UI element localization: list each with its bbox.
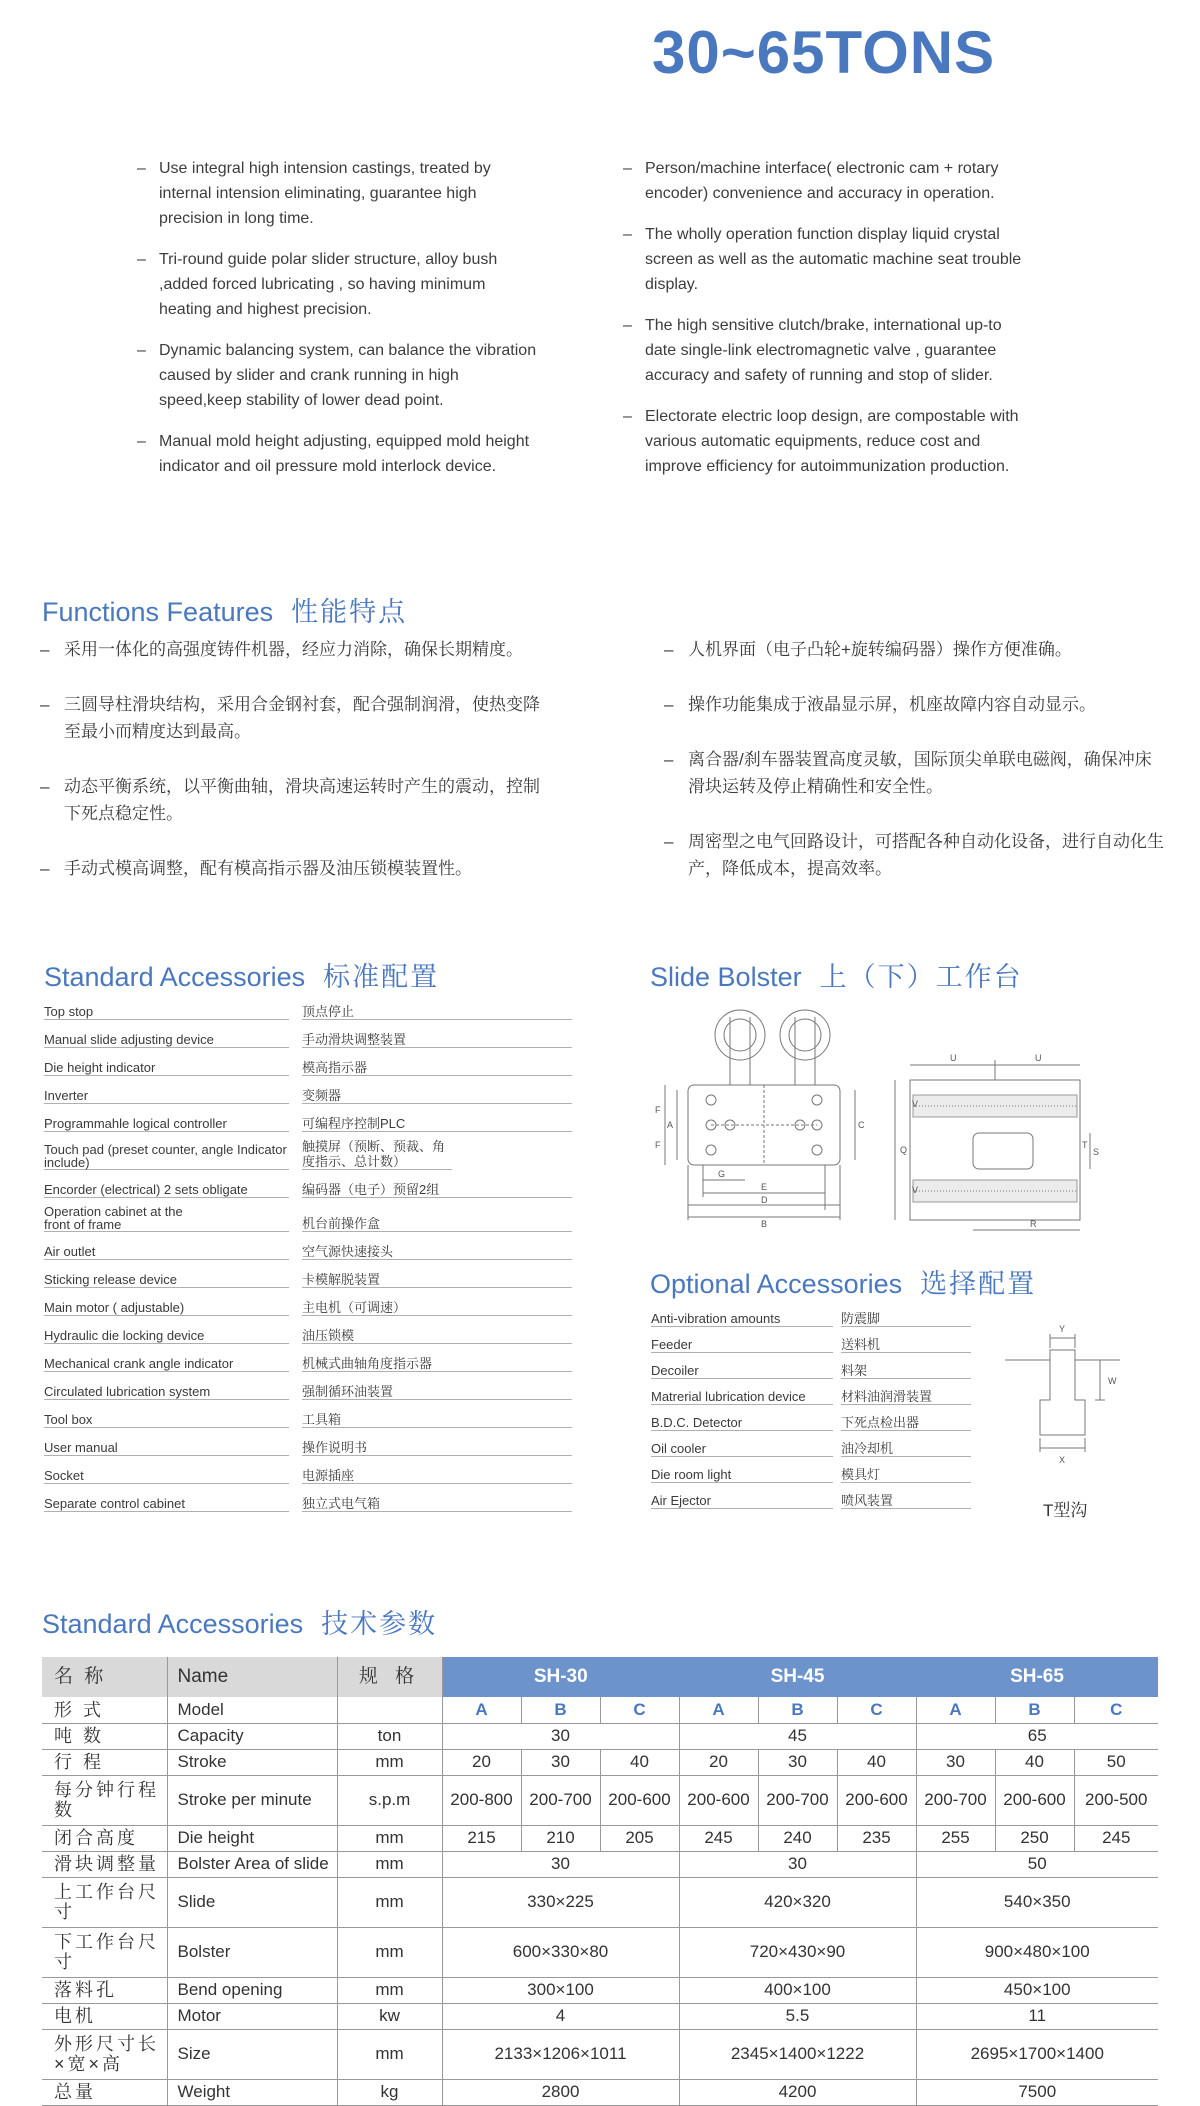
dim-label: V — [912, 1099, 919, 1109]
accessory-row — [651, 1461, 971, 1485]
accessory-row — [44, 998, 574, 1022]
header-en: Name — [167, 1657, 337, 1697]
cell: 4200 — [679, 2079, 916, 2105]
row-cn: 滑块调整量 — [42, 1851, 167, 1877]
accessory-en: Hydraulic die locking device — [44, 1329, 289, 1344]
cell: 255 — [916, 1825, 995, 1851]
cell: 200-500 — [1074, 1775, 1158, 1825]
cell: 600×330×80 — [442, 1927, 679, 1977]
cell: 40 — [600, 1749, 679, 1775]
row-unit: mm — [337, 1927, 442, 1977]
functions-title — [42, 590, 407, 629]
function-item: – 采用一体化的高强度铸件机器，经应力消除，确保长期精度。 — [40, 636, 545, 663]
t-slot-caption: T型沟 — [1043, 1501, 1088, 1520]
table-row — [42, 1877, 1158, 1927]
accessory-cn: 编码器（电子）预留2组 — [302, 1183, 572, 1198]
cell: 30 — [758, 1749, 837, 1775]
header-model: SH-30 — [442, 1657, 679, 1697]
row-en: Slide — [167, 1877, 337, 1927]
accessory-row — [44, 1350, 574, 1374]
accessory-en: Manual slide adjusting device — [44, 1033, 289, 1048]
accessory-en: Socket — [44, 1469, 289, 1484]
accessory-en: Matrerial lubrication device — [651, 1390, 833, 1405]
accessory-cn: 下死点检出器 — [841, 1416, 971, 1431]
accessory-cn: 材料油润滑装置 — [841, 1390, 971, 1405]
accessory-cn: 操作说明书 — [302, 1441, 572, 1456]
accessory-cn: 变频器 — [302, 1089, 572, 1104]
ram-circle-left — [715, 1010, 765, 1060]
row-en: Model — [167, 1697, 337, 1723]
row-cn: 下工作台尺寸 — [42, 1927, 167, 1977]
feature-item: – Manual mold height adjusting, equipped mold height indicator and oil pressure mold interlock device. — [137, 429, 537, 479]
accessory-en: Die room light — [651, 1468, 833, 1483]
dim-label: U — [1035, 1053, 1042, 1063]
function-item: – 手动式模高调整，配有模高指示器及油压锁模装置性。 — [40, 855, 545, 882]
accessory-row — [651, 1383, 971, 1407]
accessory-cn: 工具箱 — [302, 1413, 572, 1428]
cell: 200-700 — [521, 1775, 600, 1825]
slide-bolster-title-en: Slide Bolster — [650, 962, 802, 992]
accessory-cn: 机台前操作盒 — [302, 1217, 572, 1232]
accessory-cn: 防震脚 — [841, 1312, 971, 1327]
accessory-en: Circulated lubrication system — [44, 1385, 289, 1400]
dim-label: C — [858, 1120, 865, 1130]
row-cn: 每分钟行程数 — [42, 1775, 167, 1825]
cell: 20 — [679, 1749, 758, 1775]
dim-label: V — [912, 1185, 919, 1195]
row-en: Bend opening — [167, 1977, 337, 2003]
cell: 330×225 — [442, 1877, 679, 1927]
t-slot-profile — [1040, 1360, 1085, 1435]
accessory-row — [44, 1266, 574, 1290]
cell: 210 — [521, 1825, 600, 1851]
cell: 2695×1700×1400 — [916, 2029, 1158, 2079]
feature-item: – Dynamic balancing system, can balance the vibration caused by slider and crank running in high speed,keep stability of lower dead point. — [137, 338, 537, 413]
cell: 40 — [837, 1749, 916, 1775]
cell: 11 — [916, 2003, 1158, 2029]
t-slot-top — [1005, 1350, 1120, 1360]
dim-label: Q — [900, 1145, 908, 1155]
feature-item: – Person/machine interface( electronic cam + rotary encoder) convenience and accuracy in operation. — [623, 156, 1033, 206]
accessory-row — [44, 1202, 574, 1234]
accessory-en: Decoiler — [651, 1364, 833, 1379]
header-model: SH-45 — [679, 1657, 916, 1697]
accessory-en: Programmahle logical controller — [44, 1117, 289, 1132]
row-cn: 外形尺寸长×宽×高 — [42, 2029, 167, 2079]
cell: C — [1074, 1697, 1158, 1723]
cell: 215 — [442, 1825, 521, 1851]
cell: 30 — [442, 1851, 679, 1877]
accessory-row — [44, 1136, 574, 1172]
dim-label: F — [655, 1140, 661, 1150]
header-unit: 规 格 — [337, 1657, 442, 1697]
row-unit: mm — [337, 1825, 442, 1851]
accessory-en: Die height indicator — [44, 1061, 289, 1076]
cell: 200-600 — [679, 1775, 758, 1825]
accessory-row — [651, 1305, 971, 1329]
header-model: SH-65 — [916, 1657, 1158, 1697]
accessory-cn: 送料机 — [841, 1338, 971, 1353]
cell: B — [521, 1697, 600, 1723]
accessory-cn: 卡模解脱装置 — [302, 1273, 572, 1288]
row-cn: 形 式 — [42, 1697, 167, 1723]
cell: A — [679, 1697, 758, 1723]
cell: 30 — [679, 1851, 916, 1877]
accessory-en: Air outlet — [44, 1245, 289, 1260]
accessory-row — [44, 1082, 574, 1106]
row-cn: 上工作台尺寸 — [42, 1877, 167, 1927]
bend-opening — [973, 1133, 1033, 1169]
accessory-en: Separate control cabinet — [44, 1497, 289, 1512]
standard-accessories-title-cn: 标准配置 — [323, 962, 440, 992]
accessory-cn: 主电机（可调速） — [302, 1301, 572, 1316]
accessory-row — [44, 1378, 574, 1402]
feature-item: – Use integral high intension castings, treated by internal intension eliminating, guarantee high precision in long time. — [137, 156, 537, 231]
cell: 200-700 — [916, 1775, 995, 1825]
accessory-row — [44, 1490, 574, 1514]
row-unit: s.p.m — [337, 1775, 442, 1825]
cell: 720×430×90 — [679, 1927, 916, 1977]
specs-title-en: Standard Accessories — [42, 1609, 304, 1639]
accessory-en: Oil cooler — [651, 1442, 833, 1457]
cell: 450×100 — [916, 1977, 1158, 2003]
accessory-row — [44, 1176, 574, 1200]
accessory-row — [44, 1238, 574, 1262]
row-unit — [337, 1697, 442, 1723]
cell: 540×350 — [916, 1877, 1158, 1927]
row-en: Motor — [167, 2003, 337, 2029]
cell: A — [916, 1697, 995, 1723]
accessory-en: Sticking release device — [44, 1273, 289, 1288]
accessory-row — [44, 1110, 574, 1134]
dim-label: X — [1059, 1455, 1066, 1465]
table-row — [42, 1977, 1158, 2003]
accessory-row — [651, 1409, 971, 1433]
cell: 200-800 — [442, 1775, 521, 1825]
optional-accessories-title — [650, 1262, 1036, 1301]
accessory-en: Touch pad (preset counter, angle Indicator include) — [44, 1143, 289, 1170]
cell: 400×100 — [679, 1977, 916, 2003]
cell: C — [837, 1697, 916, 1723]
accessory-row — [44, 1026, 574, 1050]
accessory-row — [44, 1462, 574, 1486]
row-en: Stroke — [167, 1749, 337, 1775]
row-cn: 总量 — [42, 2079, 167, 2105]
accessory-en: Feeder — [651, 1338, 833, 1353]
cell: 4 — [442, 2003, 679, 2029]
cell: 65 — [916, 1723, 1158, 1749]
dim-label: A — [667, 1120, 674, 1130]
table-row — [42, 1927, 1158, 1977]
specs-table — [42, 1657, 1158, 2106]
accessory-cn: 油冷却机 — [841, 1442, 971, 1457]
row-en: Bolster — [167, 1927, 337, 1977]
accessory-en: Encorder (electrical) 2 sets obligate — [44, 1183, 289, 1198]
accessory-en: B.D.C. Detector — [651, 1416, 833, 1431]
table-row — [42, 1723, 1158, 1749]
cell: 235 — [837, 1825, 916, 1851]
standard-accessories-list — [44, 998, 574, 1518]
dim-label: F — [655, 1105, 661, 1115]
row-en: Weight — [167, 2079, 337, 2105]
standard-accessories-title-en: Standard Accessories — [44, 962, 306, 992]
feature-item: – Electorate electric loop design, are compostable with various automatic equipments, reduce cost and improve efficiency for autoimmunization production. — [623, 404, 1033, 479]
function-item: – 周密型之电气回路设计，可搭配各种自动化设备，进行自动化生产，降低成本，提高效率。 — [664, 828, 1164, 882]
header-cn: 名 称 — [42, 1657, 167, 1697]
row-cn: 电机 — [42, 2003, 167, 2029]
dim-label: G — [718, 1169, 726, 1179]
cell: 30 — [916, 1749, 995, 1775]
accessory-row — [44, 1322, 574, 1346]
accessory-cn: 强制循环油装置 — [302, 1385, 572, 1400]
accessory-cn: 料架 — [841, 1364, 971, 1379]
accessory-en: Air Ejector — [651, 1494, 833, 1509]
function-item: – 离合器/刹车器装置高度灵敏，国际顶尖单联电磁阀，确保冲床滑块运转及停止精确性和安全性。 — [664, 746, 1164, 800]
cell: 2800 — [442, 2079, 679, 2105]
cell: B — [758, 1697, 837, 1723]
function-item: – 动态平衡系统，以平衡曲轴，滑块高速运转时产生的震动，控制下死点稳定性。 — [40, 773, 545, 827]
features-en-right — [623, 156, 1033, 495]
cell: 300×100 — [442, 1977, 679, 2003]
cell: 7500 — [916, 2079, 1158, 2105]
table-header-row — [42, 1657, 1158, 1697]
cell: 20 — [442, 1749, 521, 1775]
cell: 900×480×100 — [916, 1927, 1158, 1977]
accessory-row — [44, 1406, 574, 1430]
accessory-row — [651, 1487, 971, 1511]
optional-accessories-title-en: Optional Accessories — [650, 1269, 903, 1299]
functions-right — [664, 636, 1164, 910]
optional-accessories-title-cn: 选择配置 — [920, 1269, 1037, 1299]
slide-bolster-title-cn: 上（下）工作台 — [819, 962, 1023, 992]
table-row — [42, 1697, 1158, 1723]
row-en: Die height — [167, 1825, 337, 1851]
cell: B — [995, 1697, 1074, 1723]
dim-label: U — [950, 1053, 957, 1063]
cell: C — [600, 1697, 679, 1723]
cell: 205 — [600, 1825, 679, 1851]
cell: 200-600 — [600, 1775, 679, 1825]
accessory-cn: 电源插座 — [302, 1469, 572, 1484]
table-row — [42, 1749, 1158, 1775]
accessory-en: Anti-vibration amounts — [651, 1312, 833, 1327]
functions-title-en: Functions Features — [42, 597, 274, 627]
row-cn: 吨 数 — [42, 1723, 167, 1749]
dim-label: D — [761, 1195, 768, 1205]
optional-accessories-list — [651, 1305, 971, 1525]
cell: 2345×1400×1222 — [679, 2029, 916, 2079]
row-cn: 闭合高度 — [42, 1825, 167, 1851]
accessory-en: Operation cabinet at the front of frame — [44, 1204, 183, 1232]
cell: 250 — [995, 1825, 1074, 1851]
accessory-cn: 空气源快速接头 — [302, 1245, 572, 1260]
feature-item: – The high sensitive clutch/brake, international up-to date single-link electromagnetic valve , guarantee accuracy and safety of running and stop of slider. — [623, 313, 1033, 388]
accessory-cn: 喷风装置 — [841, 1494, 971, 1509]
accessory-cn: 模高指示器 — [302, 1061, 572, 1076]
table-row — [42, 2029, 1158, 2079]
dim-label: W — [1108, 1376, 1117, 1386]
page-title: 30~65TONS — [652, 19, 996, 86]
dim-label: B — [761, 1219, 768, 1229]
accessory-row — [651, 1435, 971, 1459]
table-row — [42, 1825, 1158, 1851]
row-cn: 落料孔 — [42, 1977, 167, 2003]
accessory-en: Top stop — [44, 1005, 289, 1020]
accessory-cn: 触摸屏（预断、预裁、角度指示、总计数） — [302, 1139, 452, 1170]
cell: 245 — [1074, 1825, 1158, 1851]
cell: 30 — [521, 1749, 600, 1775]
row-unit: mm — [337, 1749, 442, 1775]
feature-item: – Tri-round guide polar slider structure, alloy bush ,added forced lubricating , so having minimum heating and highest precision. — [137, 247, 537, 322]
accessory-row — [44, 1294, 574, 1318]
row-cn: 行 程 — [42, 1749, 167, 1775]
dim-label: E — [761, 1182, 768, 1192]
table-row — [42, 1851, 1158, 1877]
accessory-cn: 顶点停止 — [302, 1005, 572, 1020]
cell: 50 — [916, 1851, 1158, 1877]
cell: 5.5 — [679, 2003, 916, 2029]
accessory-row — [651, 1357, 971, 1381]
accessory-cn: 模具灯 — [841, 1468, 971, 1483]
cell: 2133×1206×1011 — [442, 2029, 679, 2079]
row-unit: mm — [337, 1851, 442, 1877]
row-en: Size — [167, 2029, 337, 2079]
cell: 45 — [679, 1723, 916, 1749]
row-unit: mm — [337, 1977, 442, 2003]
function-item: – 人机界面（电子凸轮+旋转编码器）操作方便准确。 — [664, 636, 1164, 663]
cell: 40 — [995, 1749, 1074, 1775]
row-unit: mm — [337, 1877, 442, 1927]
accessory-en: Inverter — [44, 1089, 289, 1104]
accessory-row — [44, 1434, 574, 1458]
cell: 245 — [679, 1825, 758, 1851]
cell: 30 — [442, 1723, 679, 1749]
accessory-cn: 手动滑块调整装置 — [302, 1033, 572, 1048]
cell: 200-600 — [837, 1775, 916, 1825]
slide-bolster-diagram — [645, 1005, 1175, 1245]
cell: 200-600 — [995, 1775, 1074, 1825]
features-en-left — [137, 156, 537, 495]
cell: 420×320 — [679, 1877, 916, 1927]
dim-label: T — [1082, 1140, 1088, 1150]
functions-title-cn: 性能特点 — [291, 597, 408, 627]
accessory-row — [651, 1331, 971, 1355]
row-unit: ton — [337, 1723, 442, 1749]
row-en: Bolster Area of slide — [167, 1851, 337, 1877]
table-row — [42, 1775, 1158, 1825]
table-row — [42, 2003, 1158, 2029]
ram-circle-right — [780, 1010, 830, 1060]
specs-title-cn: 技术参数 — [321, 1609, 438, 1639]
cell: 200-700 — [758, 1775, 837, 1825]
dim-label: S — [1093, 1147, 1100, 1157]
specs-title — [42, 1602, 437, 1641]
function-item: – 三圆导柱滑块结构，采用合金钢衬套，配合强制润滑，使热变降至最小而精度达到最高。 — [40, 691, 545, 745]
row-en: Capacity — [167, 1723, 337, 1749]
feature-item: – The wholly operation function display liquid crystal screen as well as the automatic machine seat trouble display. — [623, 222, 1033, 297]
slide-bolster-title — [650, 955, 1023, 994]
cell: A — [442, 1697, 521, 1723]
row-unit: kg — [337, 2079, 442, 2105]
row-en: Stroke per minute — [167, 1775, 337, 1825]
accessory-cn: 独立式电气箱 — [302, 1497, 572, 1512]
cell: 50 — [1074, 1749, 1158, 1775]
standard-accessories-title — [44, 955, 439, 994]
accessory-row — [44, 1054, 574, 1078]
cell: 240 — [758, 1825, 837, 1851]
accessory-cn: 机械式曲轴角度指示器 — [302, 1357, 572, 1372]
functions-left — [40, 636, 545, 910]
row-unit: mm — [337, 2029, 442, 2079]
t-slot-diagram — [1000, 1320, 1170, 1470]
accessory-en: Main motor ( adjustable) — [44, 1301, 289, 1316]
table-row — [42, 2079, 1158, 2105]
accessory-en: Tool box — [44, 1413, 289, 1428]
dim-label: R — [1030, 1219, 1037, 1229]
row-unit: kw — [337, 2003, 442, 2029]
function-item: – 操作功能集成于液晶显示屏，机座故障内容自动显示。 — [664, 691, 1164, 718]
accessory-cn: 油压锁模 — [302, 1329, 572, 1344]
dim-label: Y — [1059, 1324, 1066, 1334]
accessory-en: User manual — [44, 1441, 289, 1456]
accessory-en: Mechanical crank angle indicator — [44, 1357, 289, 1372]
accessory-cn: 可编程序控制PLC — [302, 1117, 572, 1132]
